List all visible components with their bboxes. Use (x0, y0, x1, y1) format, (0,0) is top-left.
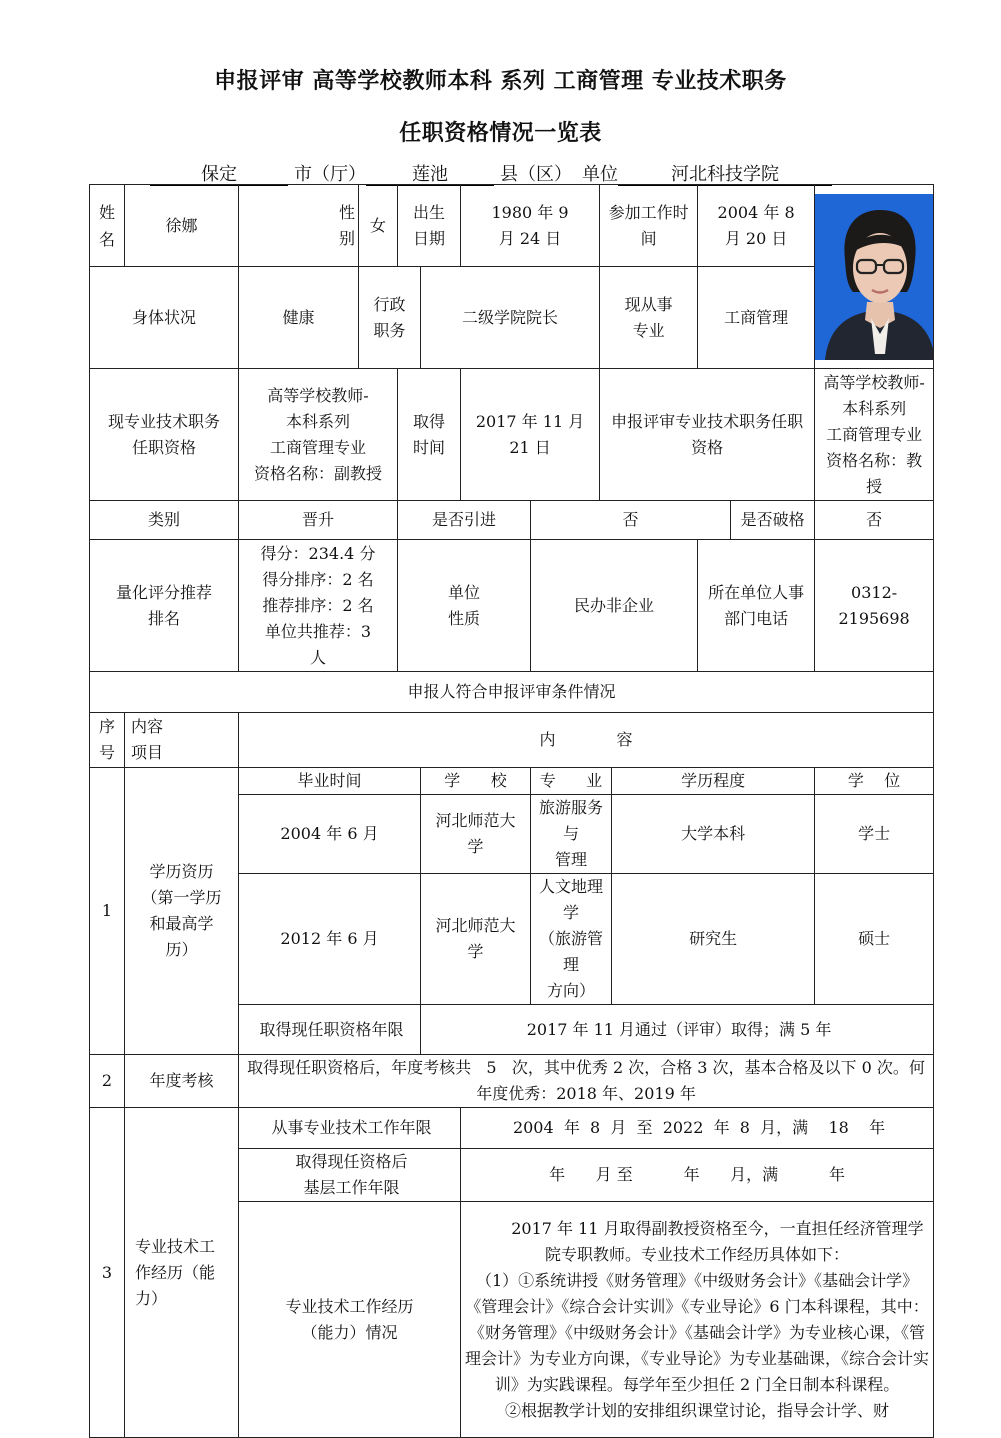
edu-header-major: 专 业 (531, 768, 612, 795)
edu-row-2-degree: 硕士 (815, 874, 934, 1005)
gender-value: 女 (359, 185, 398, 267)
label-health: 身体状况 (90, 267, 239, 369)
applicant-portrait-icon (815, 194, 934, 360)
annual-text: 取得现任职资格后，年度考核共 5 次，其中优秀 2 次，合格 3 次，基本合格及以下 0 次。何年度优秀：2018 年、2019 年 (239, 1055, 934, 1108)
annual-no: 2 (90, 1055, 125, 1108)
label-work-start: 参加工作时间 (600, 185, 698, 267)
exp-item: 专业技术工 作经历（能 力） (125, 1108, 239, 1438)
work-start-value: 2004 年 8 月 20 日 (698, 185, 815, 267)
exp-detail-label: 专业技术工作经历 （能力）情况 (239, 1202, 461, 1438)
edu-no: 1 (90, 768, 125, 1055)
label-unit-nature: 单位性质 (398, 540, 531, 672)
edu-header-degree: 学 位 (815, 768, 934, 795)
label-content: 内 容 (239, 713, 934, 768)
label-exceptional: 是否破格 (731, 501, 815, 540)
label-item: 内容 项目 (125, 713, 239, 768)
label-score: 量化评分推荐排名 (90, 540, 239, 672)
exceptional-value: 否 (815, 501, 934, 540)
qualification-table (89, 184, 934, 1438)
exp-years-label: 从事专业技术工作年限 (239, 1108, 461, 1149)
label-obtained-time: 取得时间 (398, 369, 461, 501)
label-apply-title: 申报评审专业技术职务任职资格 (600, 369, 815, 501)
label-name: 姓名 (90, 185, 125, 267)
edu-header-level: 学历程度 (612, 768, 815, 795)
birth-value: 1980 年 9 月 24 日 (461, 185, 600, 267)
exp-detail-text: 2017 年 11 月取得副教授资格至今，一直担任经济管理学院专职教师。专业技术工作经历具体如下： （1）①系统讲授《财务管理》《中级财务会计》《基础会计学》《管理会计》《综合会计实训》《专业导论》6 门本科课程，其中：《财务管理》《中级财务会计》《基础会计学》为专业核心课，《管理会计》为专业方向课，《专业导论》为专业基础课，《综合会计实训》为实践课程。每学年至少担任 2 门全日制本科课程。 ②根据教学计划的安排组织课堂讨论，指导会计学、财 (461, 1202, 934, 1438)
label-birth: 出生日期 (398, 185, 461, 267)
grassroots-label: 取得现任资格后 基层工作年限 (239, 1149, 461, 1202)
label-hr-phone: 所在单位人事部门电话 (698, 540, 815, 672)
health-value: 健康 (239, 267, 359, 369)
current-major-value: 工商管理 (698, 267, 815, 369)
edu-row-2-major: 人文地理学 （旅游管理 方向） (531, 874, 612, 1005)
unit-label: 单位 (582, 164, 618, 185)
label-category: 类别 (90, 501, 239, 540)
exp-years-value: 2004 年 8 月 至 2022 年 8 月，满 18 年 (461, 1108, 934, 1149)
label-introduced: 是否引进 (398, 501, 531, 540)
county-value: 莲池 (366, 165, 494, 186)
apply-title-value: 高等学校教师- 本科系列 工商管理专业 资格名称：教授 (815, 369, 934, 501)
applicant-photo (815, 194, 934, 360)
edu-header-school: 学 校 (421, 768, 531, 795)
county-suffix: 县（区） (500, 164, 572, 185)
admin-post-value: 二级学院院长 (421, 267, 600, 369)
conditions-heading: 申报人符合申报评审条件情况 (90, 672, 934, 713)
hr-phone-value: 0312-2195698 (815, 540, 934, 672)
label-current-title: 现专业技术职务任职资格 (90, 369, 239, 501)
annual-item: 年度考核 (125, 1055, 239, 1108)
grassroots-value: 年 月 至 年 月，满 年 (461, 1149, 934, 1202)
city-value: 保定 (150, 165, 288, 186)
exp-no: 3 (90, 1108, 125, 1438)
edu-row-1-school: 河北师范大 学 (421, 795, 531, 874)
current-title-value: 高等学校教师- 本科系列 工商管理专业 资格名称：副教授 (239, 369, 398, 501)
edu-row-1-time: 2004 年 6 月 (239, 795, 421, 874)
qual-years-label: 取得现任职资格年限 (239, 1005, 421, 1055)
photo-cell (815, 185, 934, 369)
label-admin-post: 行政职务 (359, 267, 421, 369)
label-gender: 性别 (239, 185, 359, 267)
score-value: 得分：234.4 分 得分排序：2 名 推荐排序：2 名 单位共推荐：3 人 (239, 540, 398, 672)
edu-row-1-degree: 学士 (815, 795, 934, 874)
category-value: 晋升 (239, 501, 398, 540)
city-suffix: 市（厅） (294, 164, 366, 185)
introduced-value: 否 (531, 501, 731, 540)
label-current-major: 现从事专业 (600, 267, 698, 369)
title-line-2: 任职资格情况一览表 (399, 121, 602, 146)
edu-row-2-school: 河北师范大 学 (421, 874, 531, 1005)
edu-row-1-level: 大学本科 (612, 795, 815, 874)
qual-years-value: 2017 年 11 月通过（评审）取得；满 5 年 (421, 1005, 934, 1055)
edu-row-2-time: 2012 年 6 月 (239, 874, 421, 1005)
name-value: 徐娜 (125, 185, 239, 267)
location-line (150, 160, 832, 186)
obtained-time-value: 2017 年 11 月 21 日 (461, 369, 600, 501)
edu-row-1-major: 旅游服务与 管理 (531, 795, 612, 874)
edu-row-2-level: 研究生 (612, 874, 815, 1005)
unit-value: 河北科技学院 (618, 165, 832, 186)
unit-nature-value: 民办非企业 (531, 540, 698, 672)
label-seq: 序号 (90, 713, 125, 768)
edu-header-grad-time: 毕业时间 (239, 768, 421, 795)
edu-item: 学历资历 （第一学历 和最高学 历） (125, 768, 239, 1055)
title-line-1: 申报评审 高等学校教师本科 系列 工商管理 专业技术职务 (214, 69, 787, 94)
